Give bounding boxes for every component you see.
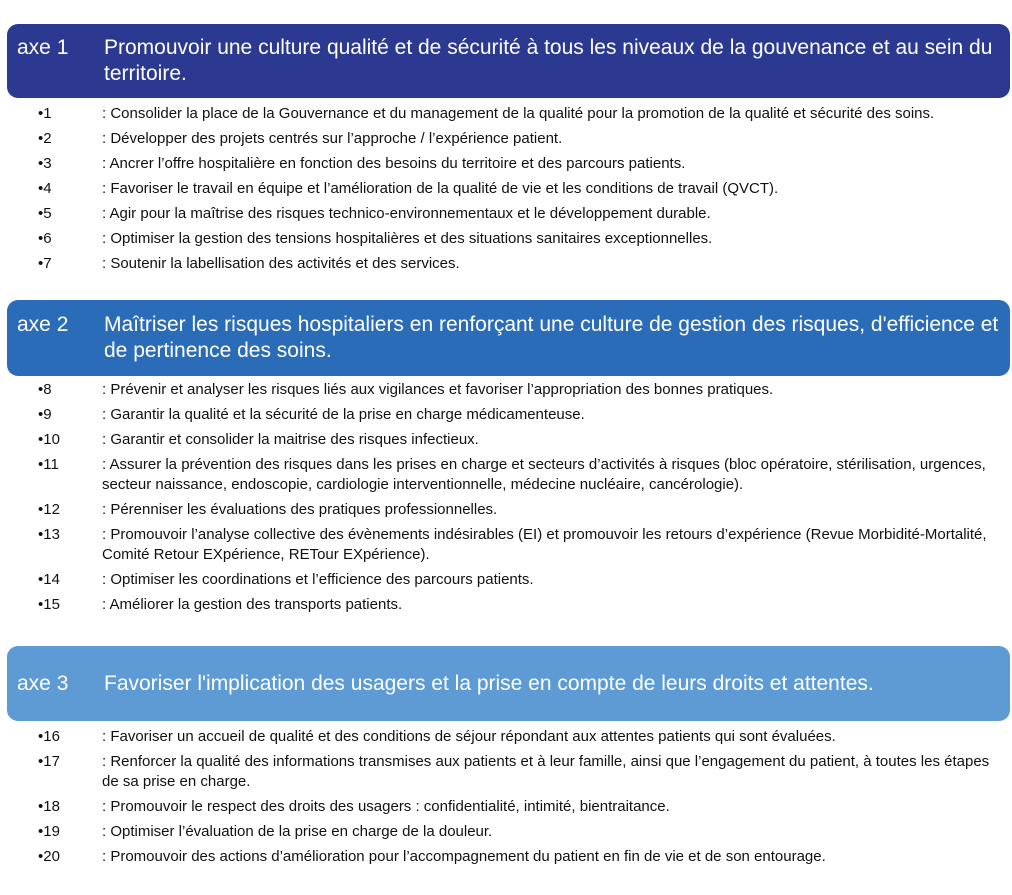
objective-text: : Soutenir la labellisation des activités et des services. — [102, 255, 460, 272]
objective-text: : Agir pour la maîtrise des risques technico-environnementaux et le développement durable. — [102, 205, 711, 222]
objective-item — [38, 455, 998, 495]
objective-text: : Favoriser un accueil de qualité et des conditions de séjour répondant aux attentes patients qui sont évaluées. — [102, 728, 836, 745]
objective-text: : Optimiser les coordinations et l’efficience des parcours patients. — [102, 571, 534, 588]
objective-text: : Assurer la prévention des risques dans les prises en charge et secteurs d’activités à risques (bloc opératoire, stérilisation, urgences, secteur naissance, endoscopie, cardiologie interventionnelle, médecine nucléaire, cancérologie). — [102, 456, 986, 493]
objective-text: : Optimiser l’évaluation de la prise en charge de la douleur. — [102, 823, 493, 840]
objective-item — [38, 254, 998, 274]
objective-item — [38, 595, 998, 615]
axis-3-objectives — [38, 727, 998, 872]
objective-item — [38, 204, 998, 224]
objective-number: •11 — [38, 456, 59, 473]
objective-text: : Promouvoir le respect des droits des usagers : confidentialité, intimité, bientraitance. — [102, 798, 670, 815]
objective-text: : Optimiser la gestion des tensions hospitalières et des situations sanitaires exceptionnelles. — [102, 230, 713, 247]
axis-1-objectives — [38, 104, 998, 279]
axis-1-title: Promouvoir une culture qualité et de sécurité à tous les niveaux de la gouvenance et au sein du territoire. — [104, 36, 993, 85]
axis-2-header — [7, 300, 1010, 376]
objective-number: •20 — [38, 848, 60, 865]
objective-text: : Consolider la place de la Gouvernance et du management de la qualité pour la promotion de la qualité et sécurité des soins. — [102, 105, 935, 122]
objective-item — [38, 154, 998, 174]
objective-number: •13 — [38, 526, 60, 543]
objective-item — [38, 525, 998, 565]
axis-2-objectives — [38, 380, 998, 620]
axis-3-heading — [17, 671, 874, 697]
objective-text: : Favoriser le travail en équipe et l’amélioration de la qualité de vie et les conditions de travail (QVCT). — [102, 180, 779, 197]
axis-2-heading — [17, 312, 1000, 364]
objective-number: •6 — [38, 230, 52, 247]
objective-item — [38, 727, 998, 747]
objective-item — [38, 229, 998, 249]
objective-number: •9 — [38, 406, 52, 423]
axis-2-title: Maîtriser les risques hospitaliers en renforçant une culture de gestion des risques, d'efficience et de pertinence des soins. — [104, 313, 999, 362]
objective-number: •16 — [38, 728, 60, 745]
objective-number: •3 — [38, 155, 52, 172]
objective-number: •1 — [38, 105, 52, 122]
objective-number: •15 — [38, 596, 60, 613]
objective-number: •18 — [38, 798, 60, 815]
axis-3-number: axe 3 — [17, 671, 69, 695]
objective-item — [38, 797, 998, 817]
objective-number: •10 — [38, 431, 60, 448]
objective-number: •4 — [38, 180, 52, 197]
objective-item — [38, 430, 998, 450]
objective-number: •5 — [38, 205, 52, 222]
objective-text: : Garantir la qualité et la sécurité de la prise en charge médicamenteuse. — [102, 406, 585, 423]
objective-number: •19 — [38, 823, 60, 840]
objective-item — [38, 129, 998, 149]
axis-3-header — [7, 646, 1010, 721]
objective-text: : Renforcer la qualité des informations transmises aux patients et à leur famille, ainsi que l’engagement du patient, à toutes les étapes de sa prise en charge. — [102, 753, 990, 790]
objective-item — [38, 847, 998, 867]
objective-number: •17 — [38, 753, 60, 770]
objective-text: : Prévenir et analyser les risques liés aux vigilances et favoriser l’appropriation des bonnes pratiques. — [102, 381, 774, 398]
objective-text: : Ancrer l’offre hospitalière en fonction des besoins du territoire et des parcours patients. — [102, 155, 686, 172]
axis-1-heading — [17, 35, 1000, 87]
objective-number: •12 — [38, 501, 60, 518]
axis-2-number: axe 2 — [17, 313, 69, 336]
objective-item — [38, 822, 998, 842]
objective-item — [38, 752, 998, 792]
objective-number: •7 — [38, 255, 52, 272]
objective-number: •2 — [38, 130, 52, 147]
objective-text: : Développer des projets centrés sur l’approche / l’expérience patient. — [102, 130, 563, 147]
objective-item — [38, 380, 998, 400]
objective-item — [38, 500, 998, 520]
objective-item — [38, 179, 998, 199]
objective-number: •8 — [38, 381, 52, 398]
objective-item — [38, 570, 998, 590]
objective-text: : Promouvoir l’analyse collective des évènements indésirables (EI) et promouvoir les retours d’expérience (Revue Morbidité-Mortalité, Comité Retour EXpérience, RETour EXpérience). — [102, 526, 987, 563]
objective-item — [38, 104, 998, 124]
axis-1-number: axe 1 — [17, 36, 69, 59]
axis-1-header — [7, 24, 1010, 98]
objective-text: : Garantir et consolider la maitrise des risques infectieux. — [102, 431, 479, 448]
objective-item — [38, 405, 998, 425]
objective-text: : Améliorer la gestion des transports patients. — [102, 596, 403, 613]
objective-number: •14 — [38, 571, 60, 588]
axis-3-title: Favoriser l'implication des usagers et la prise en compte de leurs droits et attentes. — [104, 671, 874, 695]
objective-text: : Promouvoir des actions d’amélioration pour l’accompagnement du patient en fin de vie et de son entourage. — [102, 848, 826, 865]
objective-text: : Pérenniser les évaluations des pratiques professionnelles. — [102, 501, 498, 518]
